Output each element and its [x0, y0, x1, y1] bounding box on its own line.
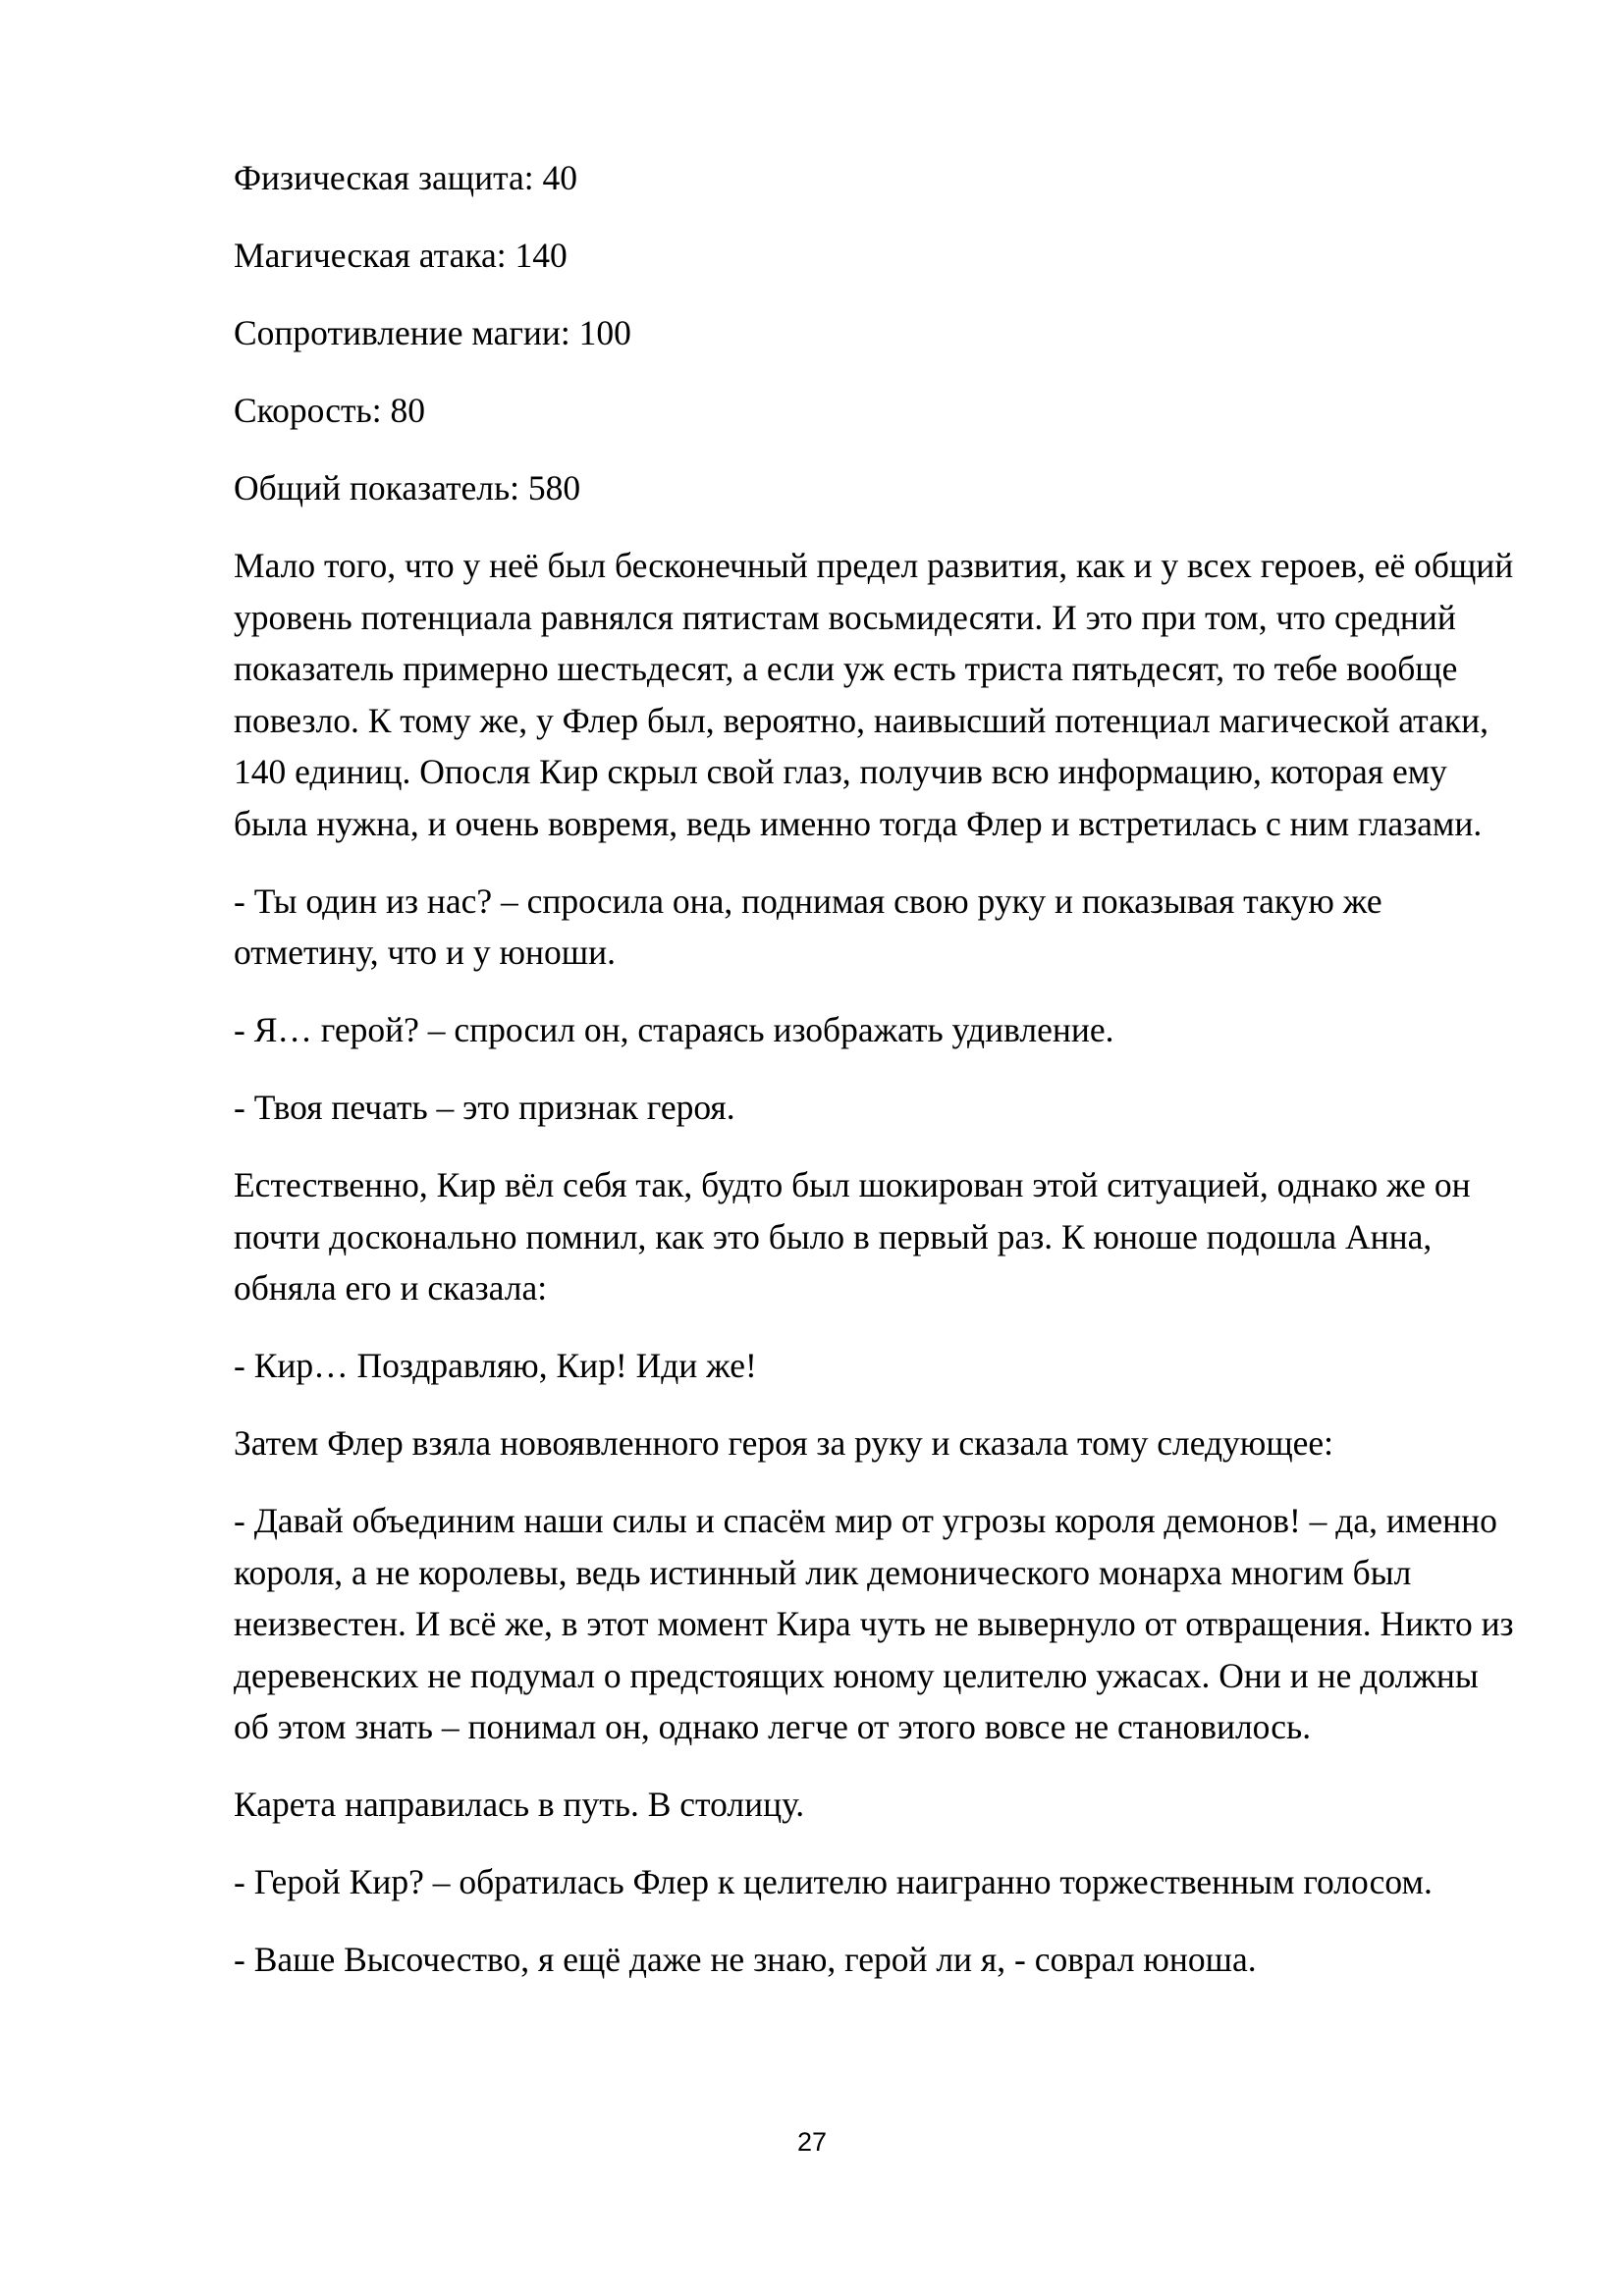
dialogue-line: - Твоя печать – это признак героя. — [234, 1088, 735, 1127]
dialogue-line: - Я… герой? – спросил он, стараясь изображать удивление. — [234, 1010, 1114, 1049]
dialogue-line: - Ваше Высочество, я ещё даже не знаю, герой ли я, - соврал юноша. — [234, 1940, 1257, 1979]
stat-magic-attack: Магическая атака: 140 — [234, 236, 568, 275]
page-body — [234, 152, 1522, 2011]
page-number: 27 — [796, 2127, 828, 2157]
paragraph: Мало того, что у неё был бесконечный предел развития, как и у всех героев, её общий уровень потенциала равнялся пятистам восьмидесяти. И это при том, что средний показатель примерно шестьдесят, а если уж есть триста пятьдесят, то тебе вообще повезло. К тому же, у Флер был, вероятно, наивысший потенциал магической атаки, 140 единиц. Опосля Кир скрыл свой глаз, получив всю информацию, которая ему была нужна, и очень вовремя, ведь именно тогда Флер и встретилась с ним глазами. — [234, 546, 1514, 843]
stat-magic-resistance: Сопротивление магии: 100 — [234, 313, 631, 352]
dialogue-line: - Кир… Поздравляю, Кир! Иди же! — [234, 1346, 757, 1385]
stat-physical-defense: Физическая защита: 40 — [234, 158, 578, 197]
paragraph: Затем Флер взяла новоявленного героя за руку и сказала тому следующее: — [234, 1423, 1334, 1463]
dialogue-line: - Давай объединим наши силы и спасём мир от угрозы короля демонов! – да, именно короля, а не королевы, ведь истинный лик демонического монарха многим был неизвестен. И всё же, в этот момент Кира чуть не вывернуло от отвращения. Никто из деревенских не подумал о предстоящих юному целителю ужасах. Они и не должны об этом знать – понимал он, однако легче от этого вовсе не становилось. — [234, 1501, 1514, 1746]
dialogue-line: - Герой Кир? – обратилась Флер к целителю наигранно торжественным голосом. — [234, 1862, 1433, 1901]
paragraph: Карета направилась в путь. В столицу. — [234, 1785, 805, 1824]
stat-speed: Скорость: 80 — [234, 391, 425, 430]
paragraph: Естественно, Кир вёл себя так, будто был шокирован этой ситуацией, однако же он почти досконально помнил, как это было в первый раз. К юноше подошла Анна, обняла его и сказала: — [234, 1165, 1471, 1308]
dialogue-line: - Ты один из нас? – спросила она, поднимая свою руку и показывая такую же отметину, что и у юноши. — [234, 881, 1382, 972]
stat-total: Общий показатель: 580 — [234, 468, 581, 507]
